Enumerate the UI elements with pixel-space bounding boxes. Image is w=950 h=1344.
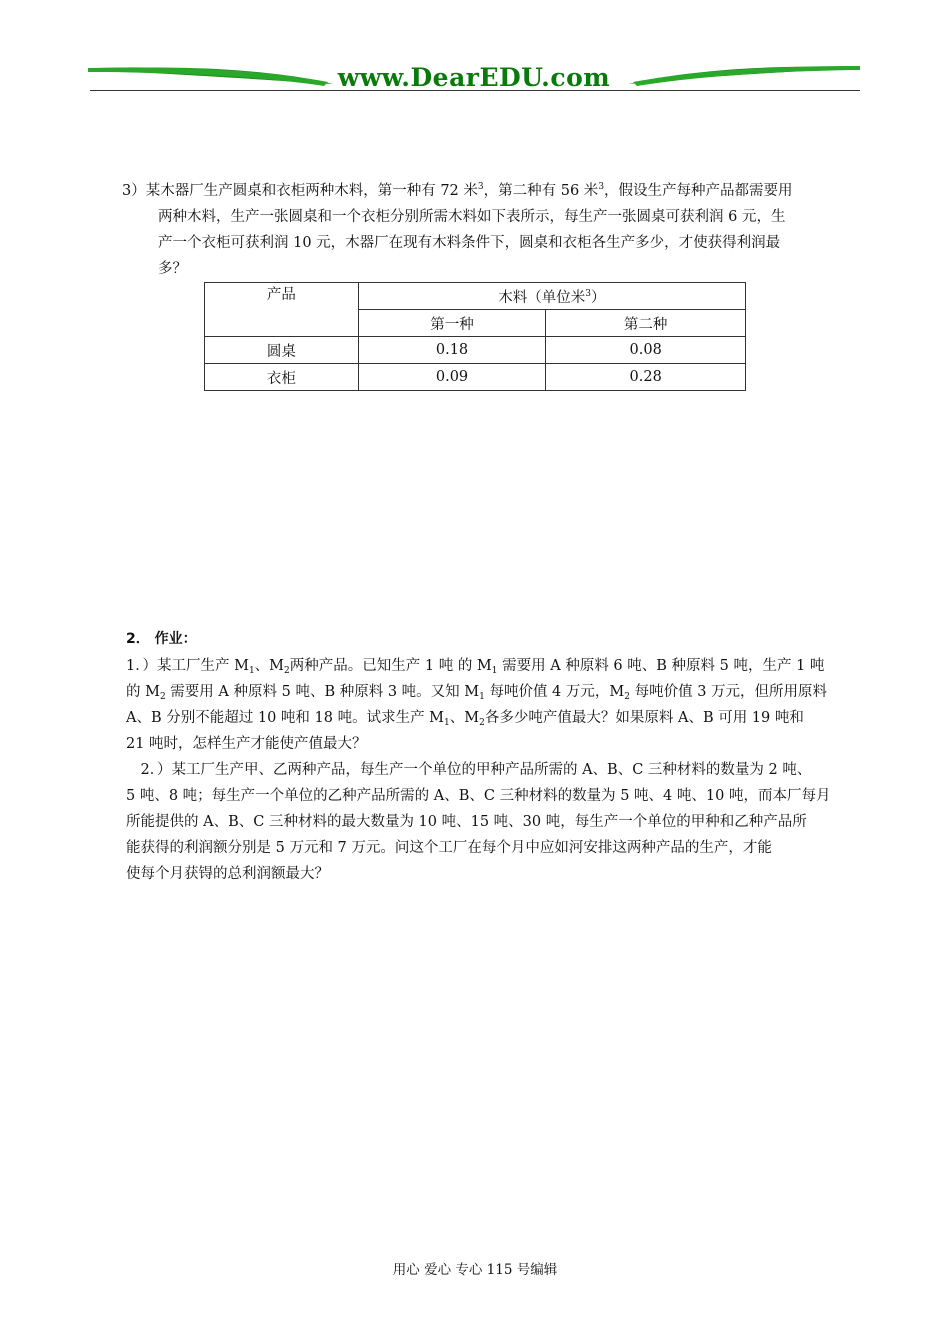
cell-product: 衣柜 (205, 364, 359, 391)
cell-second: 0.08 (546, 337, 746, 364)
table-row (205, 364, 746, 391)
homework-line: 使每个月获锝的总利润额最大？ (126, 866, 329, 882)
header-first-kind: 第一种 (358, 310, 546, 337)
page-footer: 用心 爱心 专心 115 号编辑 (392, 1262, 558, 1278)
header-product: 产品 (205, 283, 359, 337)
homework-line: 所能提供的 A、B、C 三种材料的最大数量为 10 吨、15 吨、30 吨，每生产一个单位的甲种和乙种产品所 (126, 814, 807, 830)
problem-line: 3）某木器厂生产圆桌和衣柜两种木料，第一种有 72 米$^3$，第二种有 56 米$^3$，假设生产每种产品都需要用 (122, 182, 793, 199)
section-title: 2． 作业： (126, 631, 197, 647)
cell-first: 0.09 (358, 364, 546, 391)
site-logo[interactable]: www.DearEDU.com (337, 63, 611, 92)
problem-3 (122, 178, 862, 282)
problem-line: 多？ (158, 261, 187, 277)
table-row (205, 337, 746, 364)
homework-line: 5 吨、8 吨；每生产一个单位的乙种产品所需的 A、B、C 三种材料的数量为 5 吨、4 吨、10 吨，而本厂每月 (126, 788, 831, 804)
header-wood: 木料（单位米$^3$） (358, 283, 745, 310)
homework-line: 21 吨时，怎样生产才能使产值最大？ (126, 736, 367, 752)
problem-line: 两种木料，生产一张圆桌和一个衣柜分别所需木料如下表所示，每生产一张圆桌可获利润 6 元，生 (158, 209, 786, 225)
cell-second: 0.28 (546, 364, 746, 391)
homework-section (126, 626, 866, 887)
cell-first: 0.18 (358, 337, 546, 364)
cell-product: 圆桌 (205, 337, 359, 364)
homework-line: 的 $M_2$ 需要用 A 种原料 5 吨、B 种原料 3 吨。又知 $M_1$ 每吨价值 4 万元，$M_2$ 每吨价值 3 万元，但所用原料 (126, 684, 828, 702)
header-second-kind: 第二种 (546, 310, 746, 337)
header-divider (90, 90, 860, 91)
homework-line: 2．）某工厂生产甲、乙两种产品，每生产一个单位的甲种产品所需的 A、B、C 三种材料的数量为 2 吨、 (126, 762, 812, 778)
homework-line: A、B 分别不能超过 10 吨和 18 吨。试求生产 $M_1$、$M_2$各多少吨产值最大？如果原料 A、B 可用 19 吨和 (126, 710, 804, 728)
wood-requirement-table (204, 282, 746, 391)
homework-line: 能获得的利润额分别是 5 万元和 7 万元。问这个工厂在每个月中应如河安排这两种产品的生产，才能 (126, 840, 772, 856)
problem-line: 产一个衣柜可获利润 10 元，木器厂在现有木料条件下，圆桌和衣柜各生产多少，才使获得利润最 (158, 235, 781, 251)
homework-line: 1．）某工厂生产 $M_1$、$M_2$两种产品。已知生产 1 吨 的 $M_1$ 需要用 A 种原料 6 吨、B 种原料 5 吨，生产 1 吨 (126, 658, 825, 676)
